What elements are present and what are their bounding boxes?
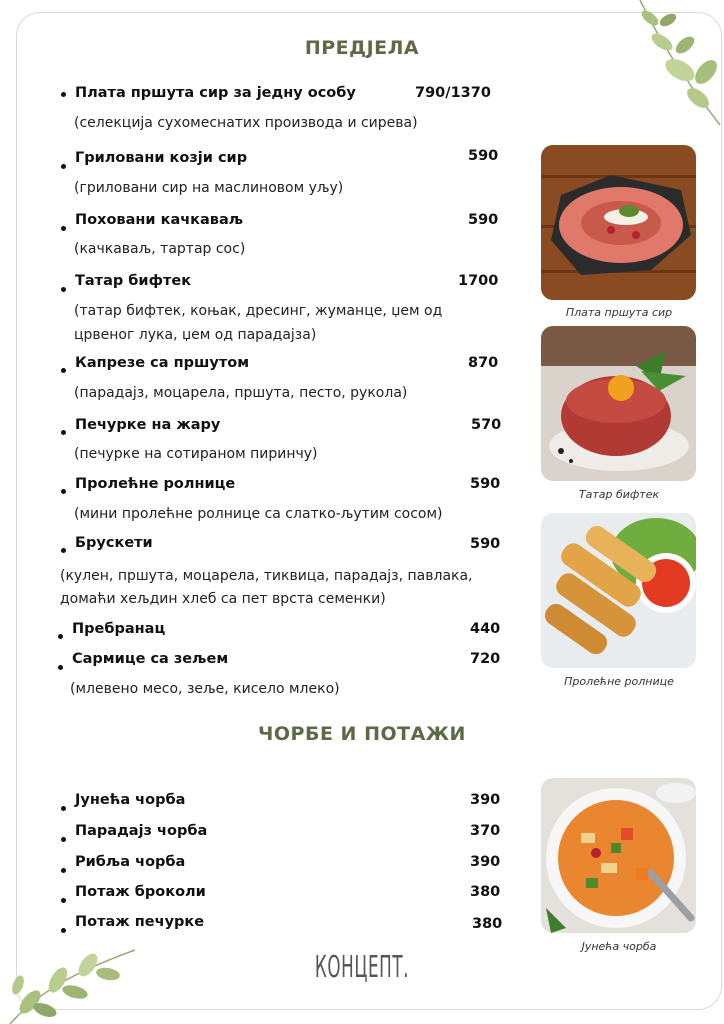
leaf-decoration-top-right	[610, 0, 724, 130]
bullet	[61, 287, 66, 292]
bullet	[61, 368, 66, 373]
caption-tartare: Татар бифтек	[578, 488, 660, 501]
item-price: 1700	[458, 273, 499, 289]
item-price: 570	[471, 417, 502, 433]
item-name: Капрезе са пршутом	[75, 355, 250, 371]
bullet	[58, 634, 63, 639]
item-name: Поховани качкаваљ	[75, 212, 244, 228]
item-description: (мини пролећне ролнице са слатко-љутим сосом)	[74, 506, 443, 522]
item-name: Печурке на жару	[75, 417, 221, 433]
item-name: Гриловани козји сир	[75, 150, 248, 166]
bullet	[61, 164, 66, 169]
item-description: (гриловани сир на маслиновом уљу)	[74, 180, 344, 196]
item-description: (селекција сухомеснатих производа и сирева)	[74, 115, 418, 131]
item-description-line-2: црвеног лука, џем од парадајза)	[74, 327, 317, 343]
item-price: 590	[470, 476, 501, 492]
bullet	[58, 665, 63, 670]
bullet	[61, 928, 66, 933]
caption-springrolls: Пролећне ролнице	[564, 675, 674, 688]
brand-logo: КОНЦЕПТ.	[314, 950, 410, 985]
item-name: Пребранац	[72, 621, 166, 637]
item-name: Потаж броколи	[75, 884, 206, 900]
bullet	[61, 806, 66, 811]
bullet	[61, 430, 66, 435]
bullet	[61, 837, 66, 842]
item-price: 590	[470, 536, 501, 552]
item-price: 440	[470, 621, 501, 637]
item-price: 590	[468, 212, 499, 228]
bullet	[61, 226, 66, 231]
item-name: Брускети	[75, 535, 153, 551]
item-price: 790/1370	[415, 85, 491, 101]
bullet	[61, 92, 66, 97]
caption-soup: Јунећа чорба	[581, 940, 657, 953]
item-description-line-1: (кулен, пршута, моцарела, тиквица, парадајз, павлака,	[60, 568, 473, 584]
item-description-line-2: домаћи хељдин хлеб са пет врста семенки)	[60, 591, 386, 607]
item-name: Парадајз чорба	[75, 823, 208, 839]
item-price: 380	[472, 916, 503, 932]
item-description: (качкаваљ, тартар сос)	[74, 241, 246, 257]
item-name: Сармице са зељем	[72, 651, 229, 667]
bullet	[61, 548, 66, 553]
item-description-line-1: (татар бифтек, коњак, дресинг, жуманце, џем од	[74, 303, 443, 319]
item-description: (печурке на сотираном пиринчу)	[74, 446, 318, 462]
item-name: Татар бифтек	[75, 273, 192, 289]
item-price: 380	[470, 884, 501, 900]
bullet	[61, 868, 66, 873]
item-name: Плата пршута сир за једну особу	[75, 85, 356, 101]
item-price: 370	[470, 823, 501, 839]
item-price: 590	[468, 148, 499, 164]
photo-springrolls	[541, 513, 696, 668]
section-title-soups: ЧОРБЕ И ПОТАЖИ	[258, 723, 466, 745]
item-price: 870	[468, 355, 499, 371]
item-price: 720	[470, 651, 501, 667]
section-title-appetizers: ПРЕДЈЕЛА	[304, 37, 420, 59]
bullet	[61, 898, 66, 903]
item-name: Рибља чорба	[75, 854, 186, 870]
photo-tartare	[541, 326, 696, 481]
item-description: (млевено месо, зеље, кисело млеко)	[70, 681, 340, 697]
caption-platter: Плата пршута сир	[565, 306, 673, 319]
item-name: Потаж печурке	[75, 914, 205, 930]
photo-platter	[541, 145, 696, 300]
item-price: 390	[470, 792, 501, 808]
item-price: 390	[470, 854, 501, 870]
bullet	[61, 489, 66, 494]
item-name: Јунећа чорба	[75, 792, 186, 808]
leaf-decoration-bottom-left	[0, 930, 140, 1024]
item-name: Пролећне ролнице	[75, 476, 236, 492]
item-description: (парадајз, моцарела, пршута, песто, рукола)	[74, 385, 408, 401]
photo-soup	[541, 778, 696, 933]
